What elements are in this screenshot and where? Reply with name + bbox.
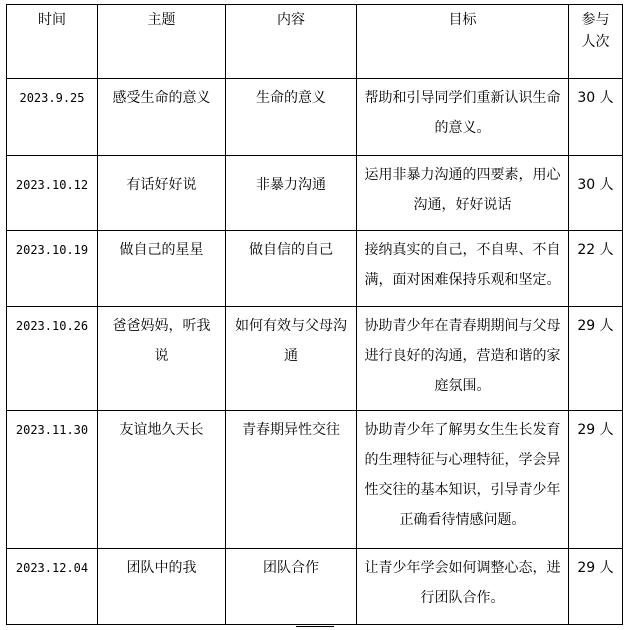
cell-topic [98, 411, 226, 549]
cell-count-text: 29 人 [577, 560, 614, 576]
cell-topic [98, 231, 226, 307]
cell-content-text: 团队合作 [263, 560, 319, 576]
cell-time: 2023.10.12 [7, 156, 98, 231]
header-goal: 目标 [357, 5, 569, 79]
cell-content [226, 231, 357, 307]
cell-content [226, 79, 357, 156]
cell-goal-text: 接纳真实的自己，不自卑、不自满，面对困难保持乐观和坚定。 [364, 242, 561, 288]
activity-schedule-table [6, 4, 623, 625]
table-row [7, 307, 623, 411]
cell-topic [98, 156, 226, 231]
cell-goal [357, 411, 569, 549]
cell-content [226, 156, 357, 231]
cell-time: 2023.10.19 [7, 231, 98, 307]
cell-time: 2023.12.04 [7, 549, 98, 625]
cell-count [569, 307, 623, 411]
cell-content-text: 做自信的自己 [249, 242, 333, 258]
header-count-label: 参与人次 [581, 12, 610, 50]
table-row [7, 79, 623, 156]
table-row [7, 156, 623, 231]
cell-goal-text: 让青少年学会如何调整心态，进行团队合作。 [364, 560, 561, 606]
cell-time: 2023.9.25 [7, 79, 98, 156]
cell-content [226, 549, 357, 625]
table-row [7, 231, 623, 307]
cell-count [569, 411, 623, 549]
cell-count [569, 231, 623, 307]
cell-goal-text: 协助青少年在青春期期间与父母进行良好的沟通，营造和谐的家庭氛围。 [364, 318, 561, 394]
cell-count-text: 30 人 [577, 177, 614, 193]
cell-count-text: 22 人 [577, 242, 614, 258]
cell-count [569, 79, 623, 156]
cell-goal-text: 运用非暴力沟通的四要素，用心沟通，好好说话 [364, 167, 561, 213]
cell-count [569, 549, 623, 625]
table-row [7, 411, 623, 549]
cell-goal [357, 156, 569, 231]
cell-topic-text: 感受生命的意义 [112, 90, 211, 106]
cell-topic [98, 79, 226, 156]
cell-topic-text: 友谊地久天长 [119, 422, 204, 438]
cell-content-text: 非暴力沟通 [256, 177, 326, 193]
header-topic: 主题 [98, 5, 226, 79]
cell-goal [357, 231, 569, 307]
cell-goal-text: 协助青少年了解男女生生长发育的生理特征与心理特征，学会异性交往的基本知识，引导青少年正确看待情感问题。 [364, 422, 561, 528]
cell-topic-text: 爸爸妈妈，听我说 [112, 318, 211, 364]
cell-count [569, 156, 623, 231]
cell-content-text: 生命的意义 [256, 90, 326, 106]
header-content: 内容 [226, 5, 357, 79]
cell-content [226, 411, 357, 549]
cell-topic [98, 307, 226, 411]
cell-count-text: 30 人 [577, 90, 614, 106]
cell-topic-text: 团队中的我 [126, 560, 197, 576]
cell-topic-text: 有话好好说 [126, 177, 197, 193]
cell-goal [357, 549, 569, 625]
cell-content [226, 307, 357, 411]
header-time: 时间 [7, 5, 98, 79]
cell-goal-text: 帮助和引导同学们重新认识生命的意义。 [364, 90, 561, 136]
table-row [7, 549, 623, 625]
cell-content-text: 如何有效与父母沟通 [235, 318, 347, 364]
cell-time: 2023.10.26 [7, 307, 98, 411]
cell-goal [357, 307, 569, 411]
cell-count-text: 29 人 [577, 422, 614, 438]
cell-goal [357, 79, 569, 156]
header-count [569, 5, 623, 79]
cell-topic-text: 做自己的星星 [119, 242, 204, 258]
cell-content-text: 青春期异性交往 [242, 422, 340, 438]
bottom-edge-mark [296, 626, 334, 627]
cell-topic [98, 549, 226, 625]
cell-count-text: 29 人 [577, 318, 614, 334]
table-header-row [7, 5, 623, 79]
cell-time: 2023.11.30 [7, 411, 98, 549]
